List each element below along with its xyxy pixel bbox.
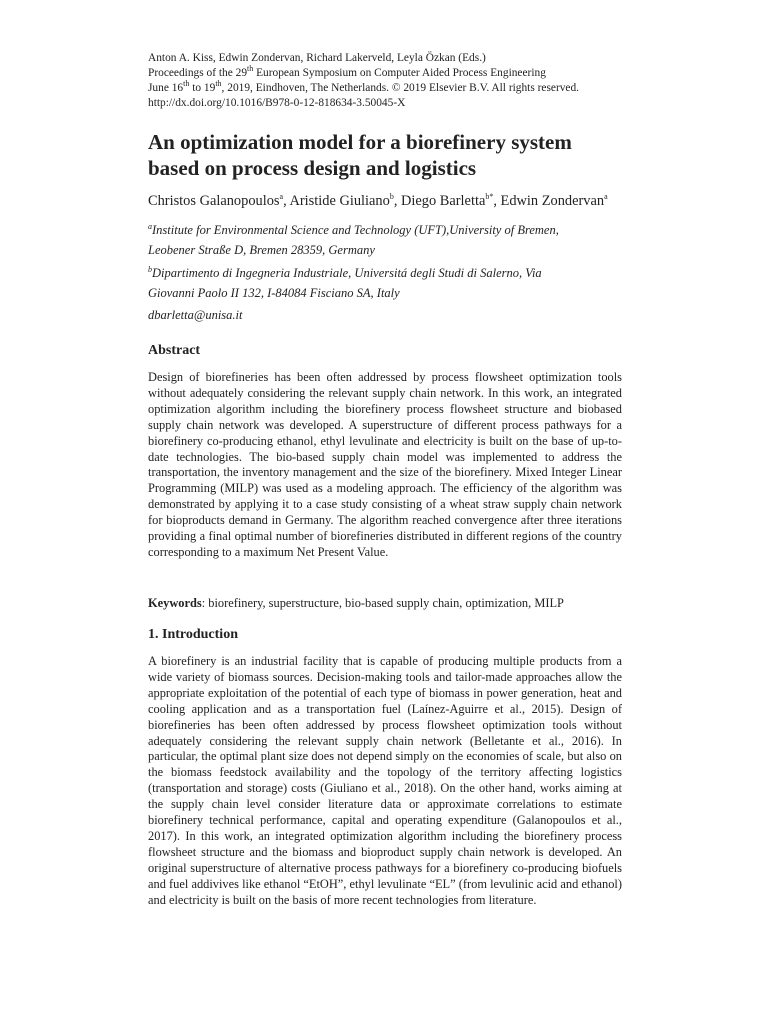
proceedings-sup: th <box>247 64 254 74</box>
corresponding-email[interactable]: dbarletta@unisa.it <box>148 308 243 322</box>
author-separator: , <box>393 193 402 209</box>
doi-link[interactable]: http://dx.doi.org/10.1016/B978-0-12-818634-3.50045-X <box>148 97 406 109</box>
author-name: Diego Barletta <box>401 193 486 209</box>
editors-line: Anton A. Kiss, Edwin Zondervan, Richard Lakerveld, Leyla Özkan (Eds.) <box>148 52 486 64</box>
affiliation-b-mark: b <box>148 264 152 274</box>
author-name: Aristide Giuliano <box>289 193 390 209</box>
author-separator: , <box>493 193 501 209</box>
proceedings-header <box>148 51 622 111</box>
date-text-c: , 2019, Eindhoven, The Netherlands. © 2019 Elsevier B.V. All rights reserved. <box>221 82 580 94</box>
author-affiliation-mark: b* <box>485 192 494 202</box>
proceedings-text-a: Proceedings of the 29 <box>148 67 248 79</box>
author-name: Edwin Zondervan <box>500 193 605 209</box>
author-separator: , <box>283 193 290 209</box>
author-affiliation-mark: a <box>279 192 284 202</box>
title-line-1: An optimization model for a biorefinery system <box>148 130 572 154</box>
keywords <box>148 596 622 611</box>
affiliation-a-text-1: Institute for Environmental Science and Technology (UFT),University of Bremen, <box>152 223 559 237</box>
title-line-2: based on process design and logistics <box>148 156 477 180</box>
date-line <box>148 81 622 96</box>
date-text-b: to 19 <box>189 82 216 94</box>
date-text-a: June 16 <box>148 82 184 94</box>
affiliation-b-line-2: Giovanni Paolo II 132, I-84084 Fisciano SA, Italy <box>148 286 400 300</box>
introduction-body: A biorefinery is an industrial facility that is capable of producing multiple products from a wide variety of biomass sources. Decision-making tools and tailor-made approaches allow the appropriate exploitation of the potential of each type of biomass in power generation, heat and cooling application and as a transportation fuel (Laínez-Aguirre et al., 2015). Design of biorefineries has been often addressed by process flowsheet optimization tools without adequately considering the relevant supply chain network (Belletante et al., 2016). In particular, the optimal plant size does not depend simply on the economies of scale, but also on the biomass feedstock availability and the topology of the territory affecting logistics (transportation and storage) costs (Giuliano et al., 2018). On the other hand, works aiming at the supply chain level consider literature data or approximate correlations to estimate biorefinery technical performance, capital and operating expenditure (Galanopoulos et al., 2017). In this work, an integrated optimization algorithm including the biorefinery process flowsheet structure and the biomass and bioproduct supply chain network is developed. An original superstructure of alternative process pathways for a biorefinery co-producing biofuels and fuel addivives like ethanol “EtOH”, ethyl levulinate “EL” (from levulinic acid and ethanol) and electricity is built on the basis of more recent technologies from literature. <box>148 654 622 907</box>
abstract-heading: Abstract <box>148 343 201 358</box>
keywords-label: Keywords <box>148 596 202 610</box>
keywords-text: : biorefinery, superstructure, bio-based supply chain, optimization, MILP <box>201 596 564 610</box>
affiliation-a-mark: a <box>148 221 152 231</box>
affiliation-a-line-1 <box>148 220 622 240</box>
introduction-heading: 1. Introduction <box>148 627 238 642</box>
paper-title <box>148 129 622 181</box>
affiliation-a <box>148 220 622 260</box>
author-affiliation-mark: a <box>604 192 608 202</box>
affiliation-b-text-1: Dipartimento di Ingegneria Industriale, Universitá degli Studi di Salerno, Via <box>152 266 542 280</box>
author-name: Christos Galanopoulos <box>148 193 280 209</box>
date-sup-1: th <box>183 79 190 89</box>
author-list <box>148 193 622 210</box>
affiliation-a-line-2: Leobener Straße D, Bremen 28359, Germany <box>148 243 375 257</box>
proceedings-text-b: European Symposium on Computer Aided Process Engineering <box>253 67 546 79</box>
affiliation-b-line-1 <box>148 263 622 283</box>
affiliation-b <box>148 263 622 303</box>
abstract-body: Design of biorefineries has been often addressed by process flowsheet optimization tools without adequately considering the relevant supply chain network. In this work, an integrated optimization algorithm including the biorefinery process flowsheet structure and biobased supply chain network was developed. A superstructure of different process pathways for a biorefinery co-producing ethanol, ethyl levulinate and electricity is built on the base of up-to-date technologies. The bio-based supply chain model was implemented to address the transportation, the inventory management and the size of the biorefinery. Mixed Integer Linear Programming (MILP) was used as a modeling approach. The efficiency of the algorithm was demonstrated by applying it to a case study consisting of a wheat straw supply chain network for bioproducts demand in Germany. The algorithm reached convergence after three iterations providing a final optimal number of biorefineries distributed in different regions of the country corresponding to a maximum Net Present Value. <box>148 370 622 559</box>
author-affiliation-mark: b <box>389 192 394 202</box>
date-sup-2: th <box>215 79 222 89</box>
